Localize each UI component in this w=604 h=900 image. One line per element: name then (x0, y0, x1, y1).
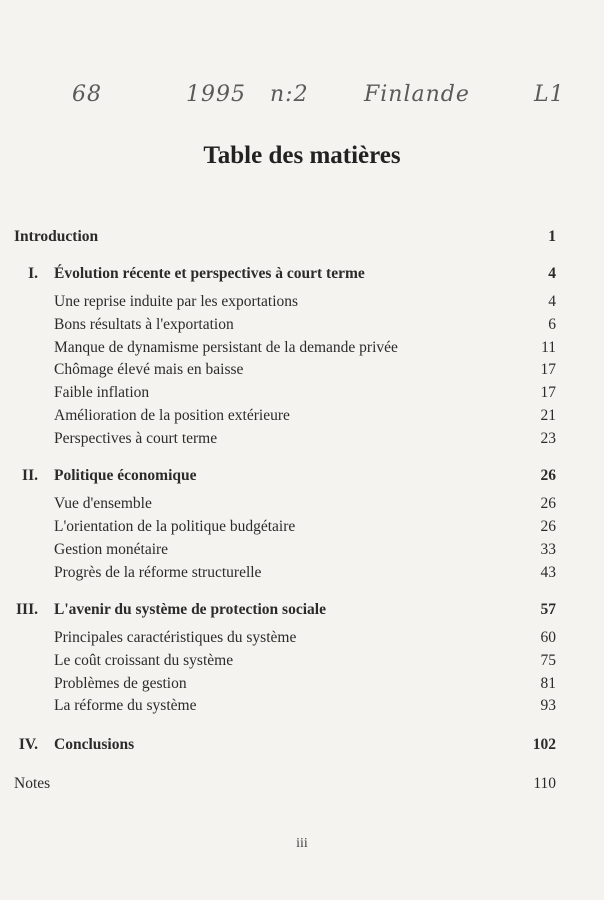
section-numeral: IV. (18, 736, 38, 753)
toc-page-number: 26 (540, 495, 556, 512)
toc-entry-label: Introduction (14, 228, 99, 245)
toc-entry-label: Politique économique (54, 467, 197, 484)
toc-page-number: 110 (533, 775, 556, 792)
section-numeral: I. (28, 265, 38, 282)
toc-entry-label: Le coût croissant du système (54, 652, 234, 669)
toc-page-number: 102 (532, 736, 556, 753)
toc-entry-label: Gestion monétaire (54, 541, 169, 558)
toc-entry-label: Principales caractéristiques du système (54, 629, 297, 646)
toc-page-number: 23 (540, 430, 556, 447)
toc-entry-label: Vue d'ensemble (54, 495, 152, 512)
toc-page-number: 33 (540, 541, 556, 558)
toc-page-number: 43 (540, 564, 556, 581)
toc-entry-label: Manque de dynamisme persistant de la demande privée (54, 339, 398, 356)
toc-entry-label: La réforme du système (54, 697, 197, 714)
toc-page-number: 57 (540, 601, 556, 618)
toc-page-number: 93 (540, 697, 556, 714)
toc-entry-label: Problèmes de gestion (54, 675, 187, 692)
handwritten-note-1: 68 (72, 82, 102, 107)
handwritten-note-5: L1 (534, 82, 565, 107)
toc-entry-notes[interactable] (14, 775, 556, 793)
toc-entry-label: Conclusions (54, 736, 135, 753)
toc-entry-label: Une reprise induite par les exportations (54, 293, 299, 310)
handwritten-note-4: Finlande (364, 82, 470, 107)
page-title: Table des matières (203, 142, 401, 169)
toc-page-number: 1 (548, 228, 556, 245)
handwritten-note-2: 1995 (186, 82, 246, 107)
toc-entry-label: Chômage élevé mais en baisse (54, 361, 244, 378)
toc-page-number: 4 (548, 265, 556, 282)
toc-entry-label: L'avenir du système de protection sociale (54, 601, 326, 618)
toc-page-number: 26 (540, 518, 556, 535)
toc-page-number: 26 (540, 467, 556, 484)
toc-entry-introduction[interactable] (14, 228, 556, 246)
toc-entry-label: Notes (14, 775, 51, 792)
toc-entry-label: L'orientation de la politique budgétaire (54, 518, 296, 535)
handwritten-note-3: n:2 (270, 82, 309, 107)
toc-entry-label: Perspectives à court terme (54, 430, 218, 447)
toc-entry-label: Évolution récente et perspectives à court terme (54, 265, 365, 282)
section-numeral: III. (16, 601, 38, 618)
toc-entry-label: Faible inflation (54, 384, 150, 401)
toc-page-number: 6 (548, 316, 556, 333)
toc-page-number: 17 (540, 384, 556, 401)
toc-page-number: 81 (540, 675, 556, 692)
toc-entry-label: Bons résultats à l'exportation (54, 316, 234, 333)
page-folio: iii (296, 836, 308, 851)
toc-page-number: 21 (540, 407, 556, 424)
toc-entry-label: Progrès de la réforme structurelle (54, 564, 262, 581)
toc-page-number: 11 (541, 339, 556, 356)
section-numeral: II. (22, 467, 38, 484)
toc-page-number: 4 (548, 293, 556, 310)
toc-page-number: 17 (540, 361, 556, 378)
toc-entry-label: Amélioration de la position extérieure (54, 407, 290, 424)
toc-page-number: 75 (540, 652, 556, 669)
toc-page-number: 60 (540, 629, 556, 646)
